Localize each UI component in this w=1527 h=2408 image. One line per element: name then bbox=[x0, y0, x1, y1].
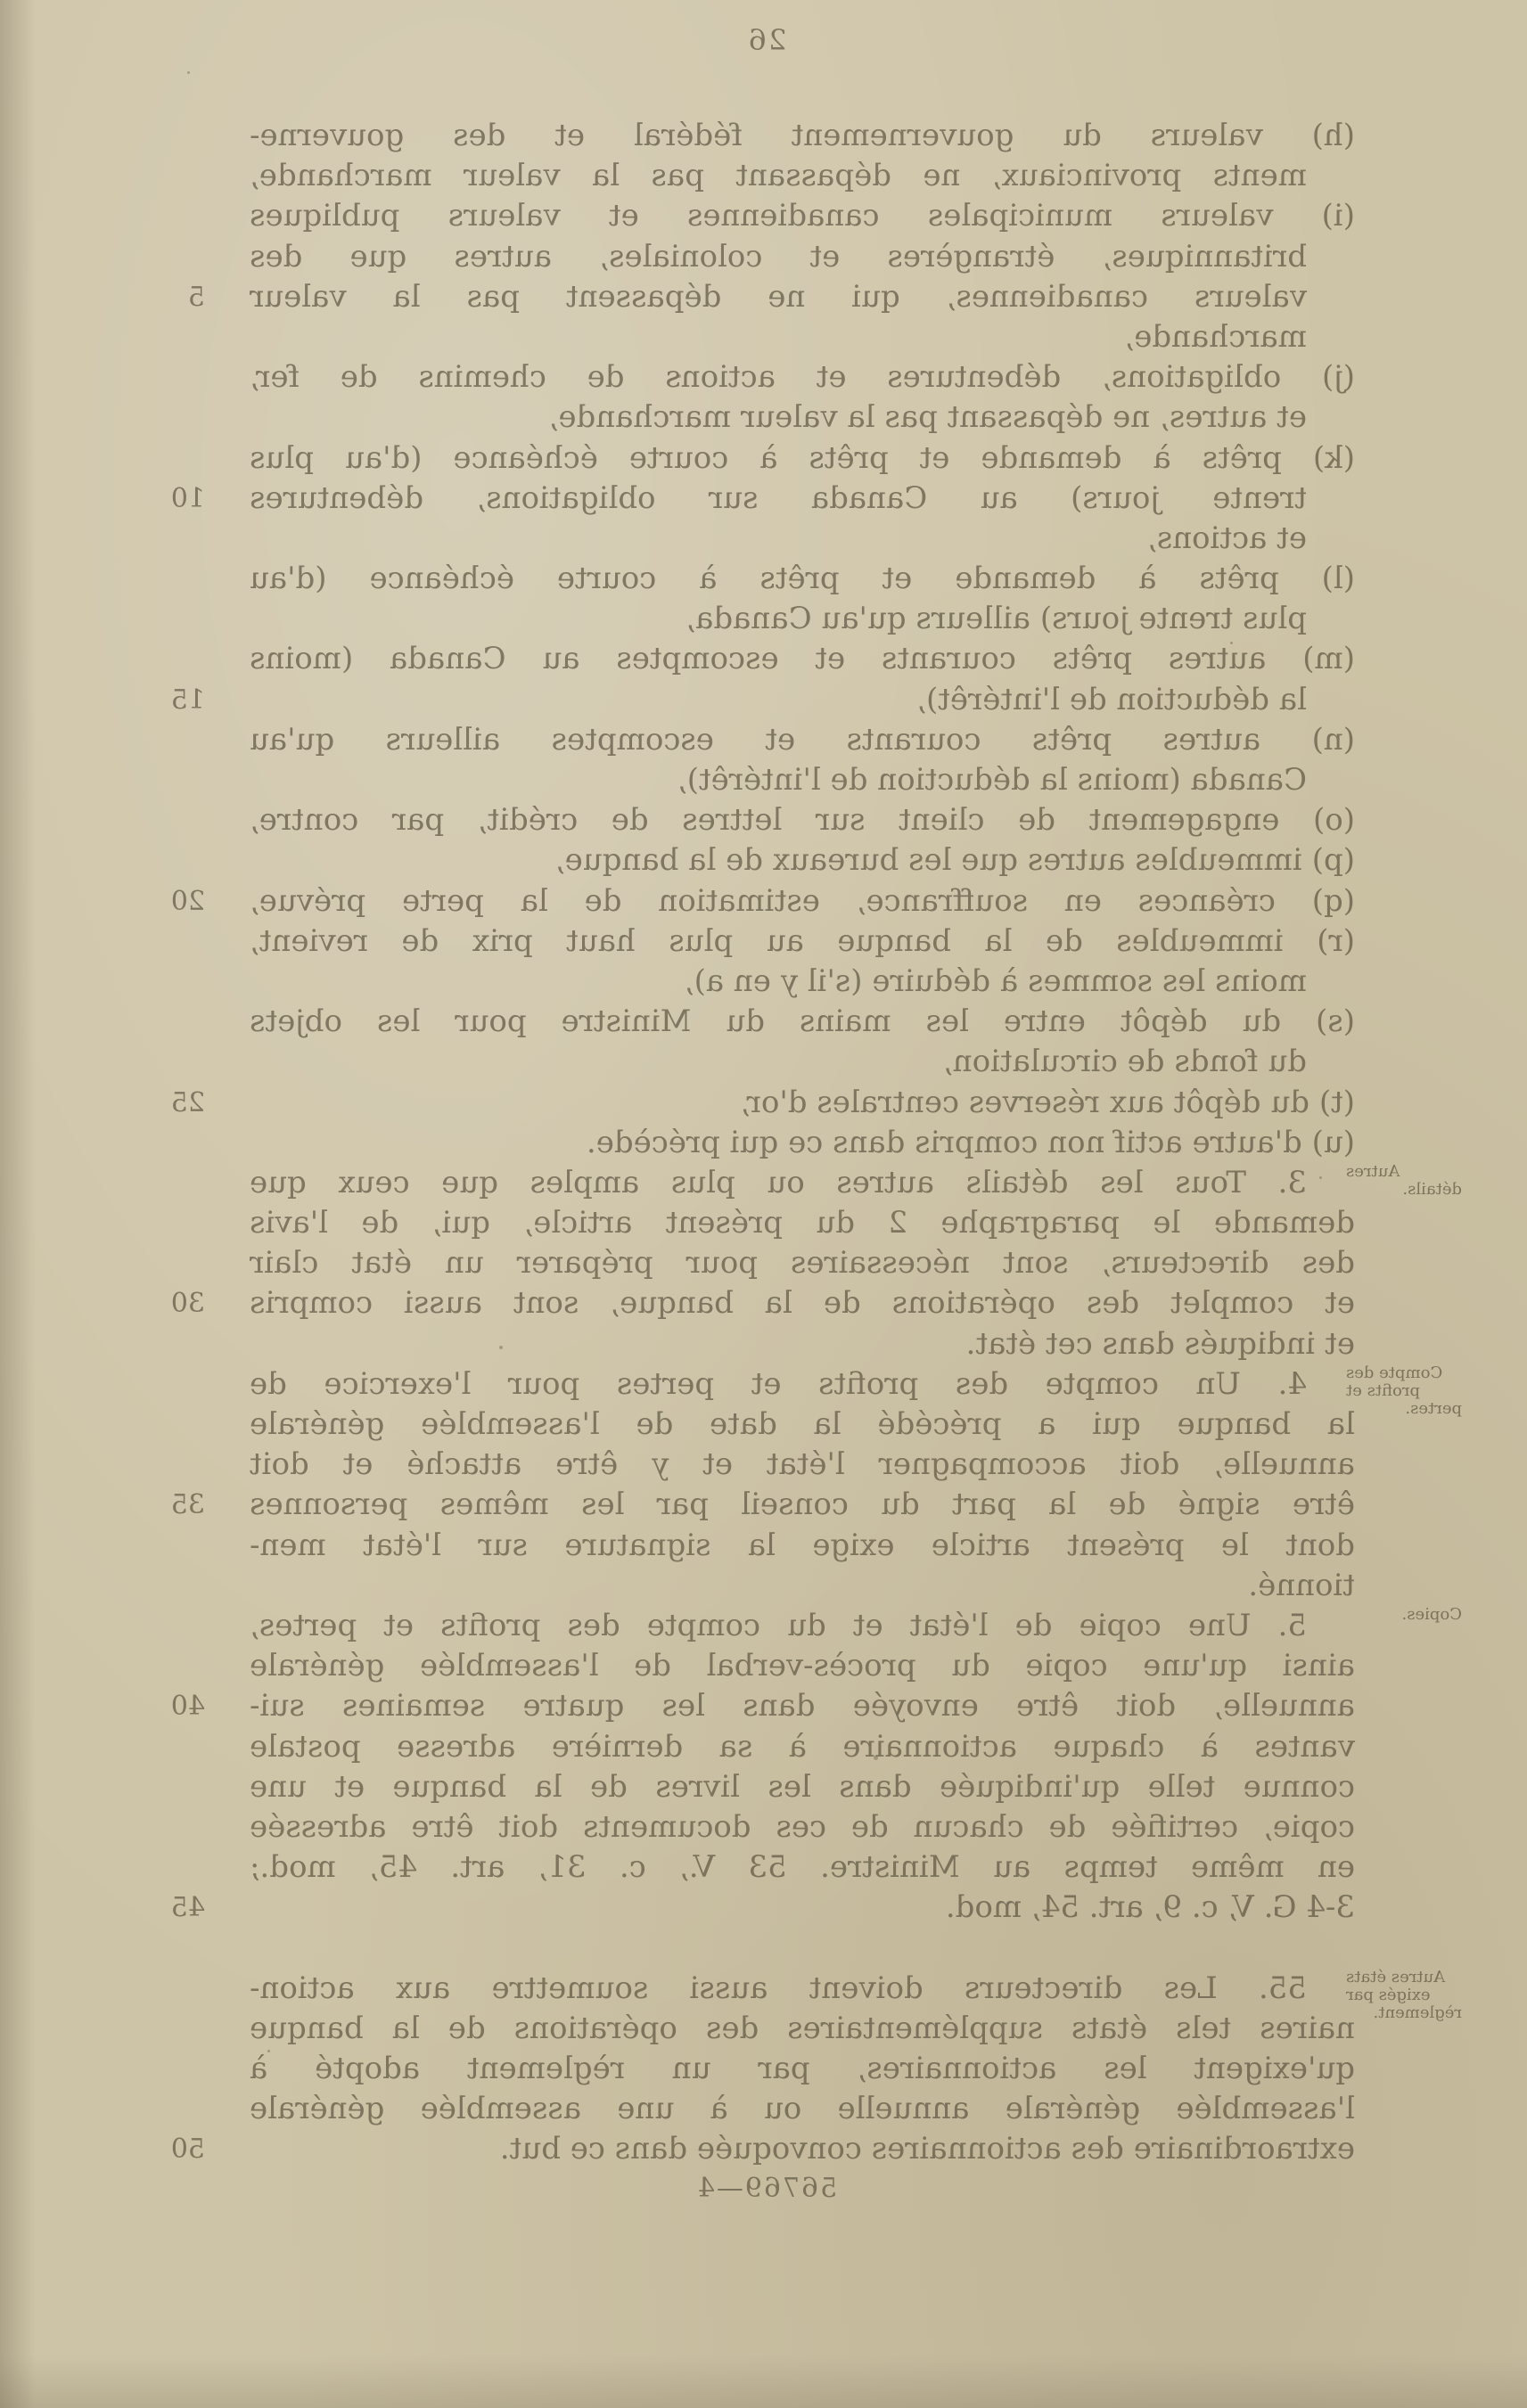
line-text: et autres, ne dépassant pas la valeur marchande, bbox=[548, 399, 1307, 436]
paper-speck bbox=[677, 374, 681, 378]
text-line bbox=[250, 1727, 1355, 1767]
text-line bbox=[250, 1604, 1462, 1646]
text-line bbox=[250, 1324, 1355, 1364]
text-line bbox=[250, 1203, 1355, 1243]
page-bottom-shadow bbox=[0, 2355, 1527, 2408]
text-line bbox=[250, 519, 1355, 559]
text-line bbox=[250, 800, 1355, 840]
line-text: l'assemblée générale annuelle ou à une assemblée générale bbox=[250, 2091, 1355, 2127]
text-line bbox=[170, 881, 1355, 921]
line-text: britanniques, étrangères et coloniales, autres que des bbox=[250, 238, 1307, 274]
line-text: (q) créances en souffrance, estimation de la perte prévue, bbox=[250, 882, 1355, 919]
margin-note: Autres détails. bbox=[1346, 1161, 1462, 1199]
line-text: du fonds de circulation, bbox=[942, 1044, 1307, 1080]
line-text: extraordinaire des actionnaires convoquée dans ce but. bbox=[499, 2131, 1355, 2167]
line-text: (r) immeubles de la banque au plus haut prix de revient, bbox=[250, 922, 1355, 959]
bleed-through-text-block bbox=[107, 18, 1462, 2335]
line-text: dont le présent article exige la signature sur l'état men- bbox=[250, 1527, 1355, 1563]
text-line bbox=[250, 1445, 1355, 1485]
text-line bbox=[250, 237, 1355, 277]
line-text: 3. Tous les détails autres ou plus amples que ceux que bbox=[250, 1164, 1307, 1200]
paper-speck bbox=[874, 1756, 878, 1760]
text-line bbox=[250, 2049, 1355, 2089]
text-line bbox=[250, 1123, 1355, 1163]
text-line bbox=[250, 1042, 1355, 1082]
text-line bbox=[250, 639, 1355, 679]
line-text: la déduction de l'intérêt), bbox=[916, 681, 1307, 717]
paper-speck bbox=[1230, 642, 1233, 644]
text-line bbox=[250, 760, 1355, 800]
text-line bbox=[250, 1161, 1462, 1203]
page-edge-shadow bbox=[0, 0, 36, 2408]
line-text: 5. Une copie de l'état et du compte des profits et pertes, bbox=[250, 1607, 1307, 1643]
paper-speck bbox=[267, 2050, 270, 2052]
line-text: (u) d'autre actif non compris dans ce qui précède. bbox=[586, 1124, 1355, 1160]
line-text: (i) valeurs municipales canadiennes et valeurs publiques bbox=[250, 198, 1355, 234]
line-text: et actions, bbox=[1146, 520, 1307, 556]
text-line bbox=[170, 1083, 1355, 1123]
text-line bbox=[250, 599, 1355, 639]
page-footer-signature: 56769—4 bbox=[695, 2173, 838, 2204]
line-text: la banque qui a précédé la date de l'assemblée générale bbox=[250, 1406, 1355, 1442]
line-text: demande le paragraphe 2 du présent article, qui, de l'avis bbox=[250, 1205, 1355, 1241]
paper-speck bbox=[499, 1346, 503, 1349]
line-text: 4. Un compte des profits et pertes pour l'exercice de bbox=[250, 1365, 1307, 1402]
text-line bbox=[250, 438, 1355, 479]
line-text: trente jours) au Canada sur obligations, débentures bbox=[250, 479, 1307, 516]
text-line bbox=[170, 1485, 1355, 1525]
line-text: marchande, bbox=[1124, 318, 1307, 355]
line-text: connue telle qu'indiquée dans les livres de la banque et une bbox=[250, 1768, 1355, 1805]
line-text: (o) engagement de client sur lettres de crédit, par contre, bbox=[250, 802, 1355, 839]
margin-note: Compte des profits et pertes. bbox=[1346, 1363, 1462, 1418]
text-line bbox=[250, 1243, 1355, 1283]
text-line bbox=[250, 397, 1355, 438]
line-text: (n) autres prêts courants et escomptes ailleurs qu'au bbox=[250, 721, 1355, 758]
text-line bbox=[250, 317, 1355, 357]
line-text: ments provinciaux, ne dépassant pas la valeur marchande, bbox=[250, 158, 1307, 194]
line-number: 10 bbox=[170, 482, 205, 514]
line-text: copie, certifiée de chacun de ces documents doit être adressée bbox=[250, 1808, 1355, 1845]
line-text: valeurs canadiennes, qui ne dépassent pas la valeur bbox=[250, 278, 1307, 315]
text-line bbox=[250, 559, 1355, 599]
line-text: (h) valeurs du gouvernement fédéral et des gouverne- bbox=[250, 118, 1355, 153]
line-text: annuelle, doit être envoyée dans les quatre semaines sui- bbox=[250, 1688, 1355, 1724]
text-line bbox=[250, 720, 1355, 760]
line-number: 40 bbox=[170, 1691, 205, 1723]
text-line bbox=[170, 1686, 1355, 1726]
line-number: 25 bbox=[170, 1086, 205, 1118]
line-text: annuelle, doit accompagner l'état et y être attaché et doit bbox=[250, 1446, 1355, 1483]
text-line bbox=[170, 1283, 1355, 1323]
line-text: en même temps au Ministre. 53 V., c. 31, art. 45, mod.; bbox=[250, 1849, 1355, 1886]
line-text: (s) du dépôt entre les mains du Ministre pour les objets bbox=[250, 1003, 1355, 1040]
paper-speck bbox=[1319, 1176, 1322, 1179]
line-text: et indiqués dans cet état. bbox=[965, 1325, 1355, 1362]
text-line bbox=[250, 1646, 1355, 1686]
text-line bbox=[250, 1002, 1355, 1042]
body-text bbox=[170, 116, 1462, 2170]
line-text: plus trente jours) ailleurs qu'au Canada, bbox=[686, 601, 1307, 637]
line-text: Canada (moins la déduction de l'intérêt), bbox=[677, 762, 1307, 798]
line-text: (p) immeubles autres que les bureaux de la banque, bbox=[554, 842, 1355, 879]
line-text: (t) du dépôt aux réserves centrales d'or, bbox=[740, 1084, 1355, 1120]
line-number: 35 bbox=[170, 1489, 205, 1521]
line-text: et complet des opérations de la banque, sont aussi compris bbox=[250, 1285, 1355, 1322]
text-line bbox=[250, 962, 1355, 1002]
line-number: 45 bbox=[170, 1892, 205, 1924]
line-text: qu'exigent les actionnaires, par un règlement adopté à bbox=[250, 2051, 1355, 2086]
text-line bbox=[250, 1405, 1355, 1445]
text-line bbox=[250, 357, 1355, 397]
text-line bbox=[250, 1928, 1355, 1968]
line-number: 15 bbox=[170, 684, 205, 716]
line-number: 5 bbox=[187, 281, 205, 313]
line-text: (k) prêts à demande et prêts à courte échéance (d'au plus bbox=[250, 439, 1355, 476]
text-line bbox=[250, 1847, 1355, 1888]
text-line bbox=[250, 116, 1355, 156]
line-text: naires tels états supplémentaires des opérations de la banque bbox=[250, 2010, 1355, 2046]
text-line bbox=[250, 1526, 1355, 1566]
line-text: moins les sommes à déduire (s'il y en a), bbox=[684, 962, 1307, 999]
line-text: être signé de la part du conseil par les mêmes personnes bbox=[250, 1487, 1355, 1523]
text-line bbox=[170, 2129, 1355, 2169]
text-line bbox=[250, 1807, 1355, 1847]
margin-note: Autres états exigés par règlement. bbox=[1346, 1967, 1462, 2022]
text-line bbox=[250, 2009, 1355, 2049]
text-line bbox=[250, 1363, 1462, 1418]
text-line bbox=[170, 1888, 1355, 1928]
text-line bbox=[250, 1967, 1462, 2022]
page-number: 26 bbox=[746, 23, 787, 57]
line-text: 55. Les directeurs doivent aussi soumettre aux action- bbox=[250, 1970, 1307, 2006]
paper-speck bbox=[187, 71, 190, 74]
line-text: (m) autres prêts courants et escomptes au Canada (moins bbox=[250, 641, 1355, 677]
line-text: tionné. bbox=[1248, 1567, 1355, 1603]
text-line bbox=[250, 840, 1355, 880]
line-text: 3-4 G. V, c. 9, art. 54, mod. bbox=[945, 1889, 1355, 1926]
line-text: des directeurs, sont nécessaires pour préparer un état clair bbox=[250, 1245, 1355, 1282]
line-text: vantes à chaque actionnaire à sa dernière adresse postale bbox=[250, 1728, 1355, 1765]
text-line bbox=[250, 2089, 1355, 2129]
text-line bbox=[170, 479, 1355, 519]
text-line bbox=[187, 277, 1355, 317]
line-text: (l) prêts à demande et prêts à courte échéance (d'au bbox=[250, 561, 1355, 597]
text-line bbox=[170, 680, 1355, 720]
text-line bbox=[250, 156, 1355, 196]
text-line bbox=[250, 1566, 1355, 1606]
line-number: 20 bbox=[170, 885, 205, 917]
line-number: 30 bbox=[170, 1288, 205, 1320]
text-line bbox=[250, 196, 1355, 236]
margin-note: Copies. bbox=[1401, 1604, 1462, 1624]
text-line bbox=[250, 1767, 1355, 1807]
line-number: 50 bbox=[170, 2134, 205, 2166]
line-text: ainsi qu'une copie du procès-verbal de l'assemblée générale bbox=[250, 1648, 1355, 1684]
line-text: (j) obligations, débentures et actions de chemins de fer, bbox=[250, 359, 1355, 396]
text-line bbox=[250, 921, 1355, 962]
